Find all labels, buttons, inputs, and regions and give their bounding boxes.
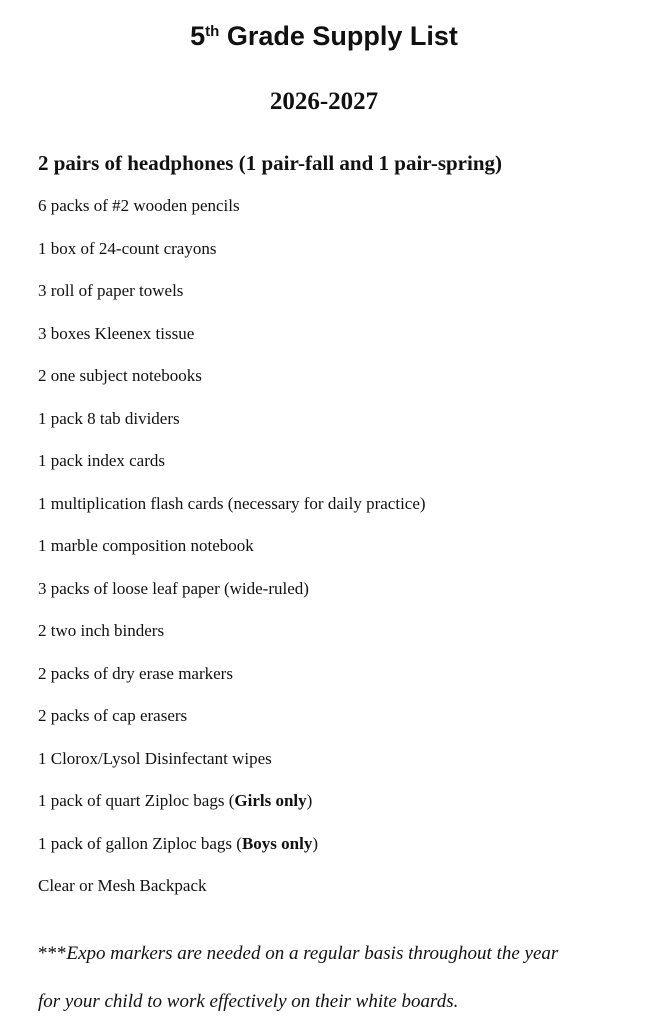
list-item: [38, 831, 426, 874]
list-item: 1 box of 24-count crayons: [38, 238, 217, 258]
list-item: 1 multiplication flash cards (necessary for daily practice): [38, 493, 426, 513]
title-grade-number: 5: [190, 21, 206, 51]
list-item: Clear or Mesh Backpack: [38, 876, 207, 895]
list-item: 1 pack index cards: [38, 451, 165, 470]
list-item: 2 two inch binders: [38, 621, 165, 640]
note-line-2: for your child to work effectively on their white boards.: [38, 991, 459, 1012]
list-item: 1 pack 8 tab dividers: [38, 408, 180, 428]
list-item: 1 marble composition notebook: [38, 536, 254, 555]
list-item: 3 packs of loose leaf paper (wide-ruled): [38, 578, 309, 598]
note-stars: ***: [38, 943, 67, 964]
list-item: 2 packs of dry erase markers: [38, 663, 233, 683]
list-item: 1 Clorox/Lysol Disinfectant wipes: [38, 748, 272, 768]
supply-items-list: [38, 193, 426, 916]
school-year: 2026-2027: [269, 88, 379, 115]
item-text-after: ): [306, 791, 313, 810]
list-item: 3 roll of paper towels: [38, 281, 184, 300]
item-text-after: ): [312, 833, 319, 853]
note-line-1: [38, 930, 558, 978]
item-text-before: 1 pack of quart Ziploc bags (: [38, 791, 235, 810]
page-title: [0, 18, 648, 54]
list-item: 6 packs of #2 wooden pencils: [38, 196, 240, 215]
expo-markers-note: [38, 930, 558, 1026]
item-emphasis: Girls only: [234, 791, 307, 810]
title-text: Grade Supply List: [219, 21, 458, 51]
list-item: 3 boxes Kleenex tissue: [38, 323, 195, 343]
item-emphasis: Boys only: [241, 833, 313, 853]
list-item: [38, 788, 426, 831]
title-ordinal-suffix: th: [205, 23, 220, 40]
list-item: 2 one subject notebooks: [38, 366, 202, 385]
list-item: 2 packs of cap erasers: [38, 706, 188, 725]
item-text-before: 1 pack of gallon Ziploc bags (: [38, 833, 242, 853]
headphones-requirement: 2 pairs of headphones (1 pair-fall and 1 pair-spring): [38, 151, 502, 175]
note-text-1: Expo markers are needed on a regular basis throughout the year: [66, 943, 559, 964]
